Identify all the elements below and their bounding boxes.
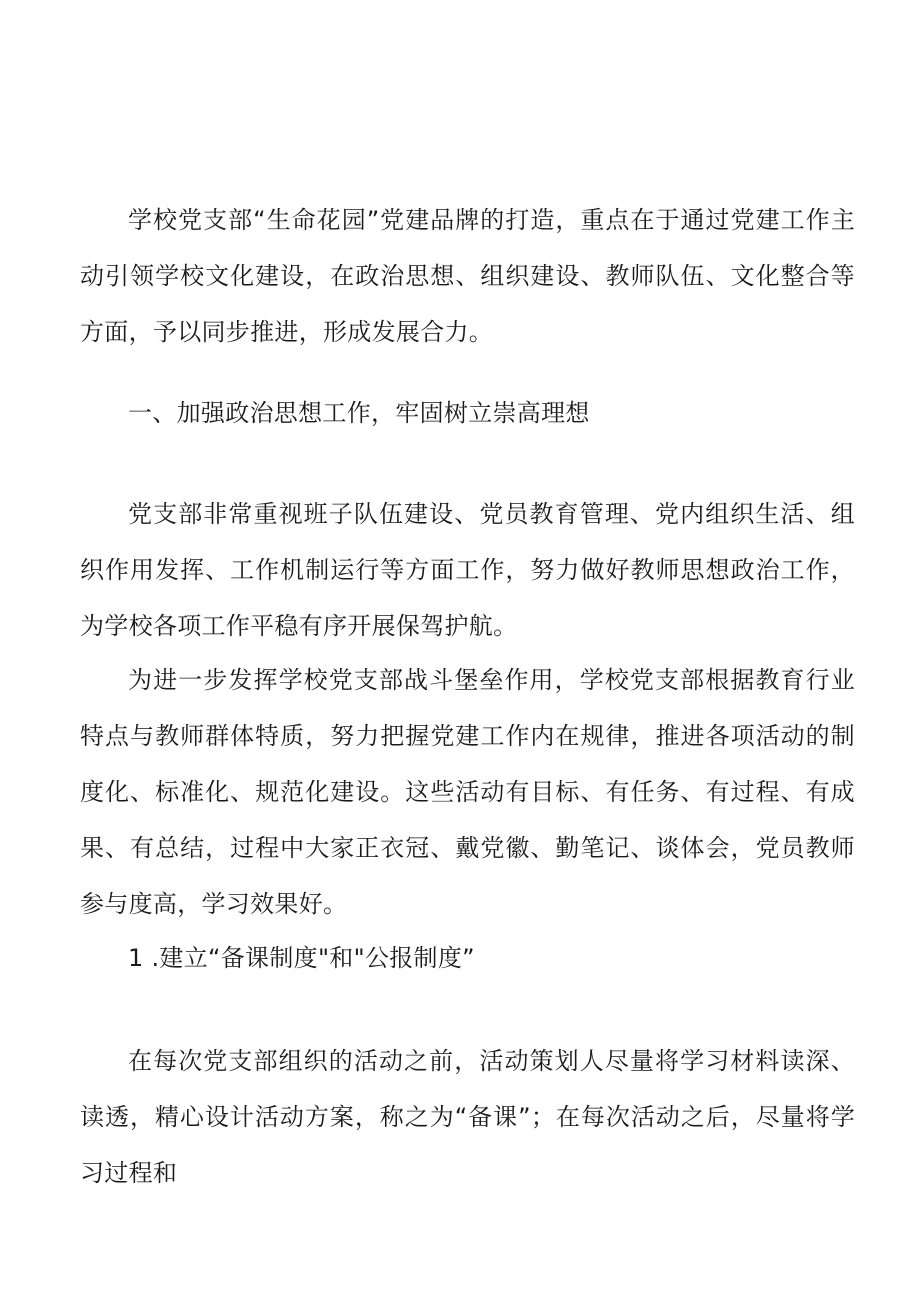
item-heading-1: 1 .建立“备课制度"和"公报制度”: [128, 944, 475, 972]
section-heading-1: 一、加强政治思想工作，牢固树立崇高理想: [128, 399, 590, 427]
item-1-paragraph-1: 在每次党支部组织的活动之前，活动策划人尽量将学习材料读深、读透，精心设计活动方案，称之为“备课”；在每次活动之后，尽量将学习过程和: [80, 1047, 855, 1187]
section-1-paragraph-1: 党支部非常重视班子队伍建设、党员教育管理、党内组织生活、组织作用发挥、工作机制运行等方面工作，努力做好教师思想政治工作，为学校各项工作平稳有序开展保驾护航。: [80, 500, 855, 640]
intro-paragraph: 学校党支部“生命花园”党建品牌的打造，重点在于通过党建工作主动引领学校文化建设，在政治思想、组织建设、教师队伍、文化整合等方面，予以同步推进，形成发展合力。: [80, 206, 855, 346]
section-1-paragraph-2: 为进一步发挥学校党支部战斗堡垒作用，学校党支部根据教育行业特点与教师群体特质，努力把握党建工作内在规律，推进各项活动的制度化、标准化、规范化建设。这些活动有目标、有任务、有过程、有成果、有总结，过程中大家正衣冠、戴党徽、勤笔记、谈体会，党员教师参与度高，学习效果好。: [80, 666, 855, 918]
